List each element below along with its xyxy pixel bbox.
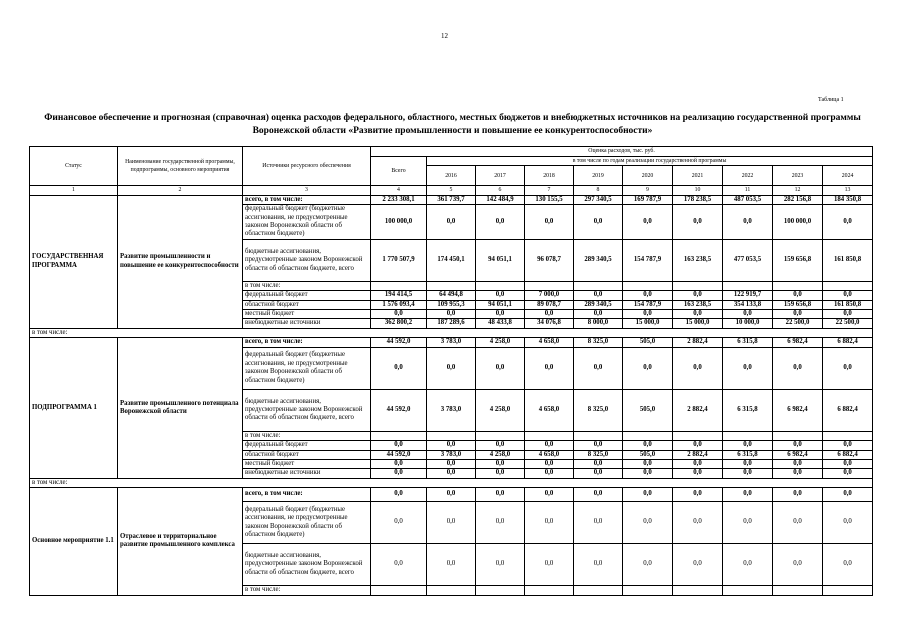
- value-cell: 0,0: [623, 459, 673, 468]
- value-cell: 297 340,5: [574, 195, 623, 204]
- document-title: [20, 112, 885, 138]
- value-cell: 0,0: [623, 469, 673, 478]
- value-cell: 0,0: [574, 205, 623, 240]
- value-cell: 6 882,4: [823, 450, 873, 459]
- value-cell: 0,0: [476, 310, 525, 319]
- value-cell: 2 882,4: [673, 450, 723, 459]
- header-by-years: в том числе по годам реализации государственной программы: [427, 157, 873, 166]
- source-label: местный бюджет: [243, 310, 371, 319]
- value-cell: 15 000,0: [623, 319, 673, 328]
- value-cell: 10 000,0: [723, 319, 773, 328]
- value-cell: 0,0: [673, 441, 723, 450]
- value-cell: 4 658,0: [525, 338, 574, 347]
- source-label: в том числе:: [243, 586, 371, 595]
- value-cell: 4 258,0: [476, 450, 525, 459]
- title-line-2: Воронежской области «Развитие промышленности и повышение ее конкурентоспособности»: [252, 126, 653, 136]
- value-cell: 0,0: [476, 469, 525, 478]
- value-cell: 109 955,3: [427, 300, 476, 309]
- column-number-cell: 13: [823, 186, 873, 195]
- column-number-cell: 5: [427, 186, 476, 195]
- value-cell: [773, 281, 823, 290]
- table-row: [30, 338, 873, 347]
- value-cell: 0,0: [723, 347, 773, 389]
- value-cell: 4 258,0: [476, 338, 525, 347]
- source-label: местный бюджет: [243, 459, 371, 468]
- value-cell: 22 500,0: [823, 319, 873, 328]
- status-cell: ГОСУДАРСТВЕННАЯ ПРОГРАММА: [30, 195, 118, 328]
- source-label: федеральный бюджет (бюджетные ассигнования, не предусмотренные законом Воронежской области об областном бюджете): [243, 502, 371, 544]
- value-cell: 0,0: [574, 502, 623, 544]
- value-cell: 282 156,8: [773, 195, 823, 204]
- value-cell: [773, 431, 823, 440]
- value-cell: 487 053,5: [723, 195, 773, 204]
- header-year-cell: 2024: [823, 166, 873, 186]
- value-cell: 505,0: [623, 338, 673, 347]
- value-cell: 3 783,0: [427, 389, 476, 431]
- column-number-cell: 4: [371, 186, 427, 195]
- value-cell: [623, 281, 673, 290]
- value-cell: 161 850,8: [823, 239, 873, 281]
- name-cell: Отраслевое и территориальное развитие промышленного комплекса: [118, 488, 243, 595]
- source-label: федеральный бюджет: [243, 291, 371, 300]
- value-cell: 0,0: [574, 469, 623, 478]
- value-cell: 94 051,1: [476, 300, 525, 309]
- value-cell: 0,0: [773, 544, 823, 586]
- source-label: бюджетные ассигнования, предусмотренные законом Воронежской области об областном бюджете, всего: [243, 239, 371, 281]
- column-number-cell: 8: [574, 186, 623, 195]
- table-note: Таблица 1: [818, 97, 844, 103]
- finance-table-body: [30, 147, 873, 596]
- value-cell: 0,0: [427, 310, 476, 319]
- value-cell: 0,0: [823, 441, 873, 450]
- header-sources: Источники ресурсного обеспечения: [243, 147, 371, 186]
- value-cell: 154 787,9: [623, 300, 673, 309]
- source-label: в том числе:: [243, 431, 371, 440]
- value-cell: 0,0: [673, 459, 723, 468]
- value-cell: 0,0: [371, 441, 427, 450]
- value-cell: 0,0: [371, 347, 427, 389]
- value-cell: 0,0: [823, 459, 873, 468]
- value-cell: 94 051,1: [476, 239, 525, 281]
- value-cell: [673, 431, 723, 440]
- value-cell: 130 155,5: [525, 195, 574, 204]
- header-status: Статус: [30, 147, 118, 186]
- value-cell: 0,0: [723, 441, 773, 450]
- value-cell: 0,0: [623, 347, 673, 389]
- value-cell: [723, 586, 773, 595]
- value-cell: [574, 431, 623, 440]
- value-cell: 0,0: [525, 441, 574, 450]
- value-cell: 22 500,0: [773, 319, 823, 328]
- value-cell: 354 133,8: [723, 300, 773, 309]
- value-cell: 0,0: [476, 441, 525, 450]
- source-label: федеральный бюджет (бюджетные ассигнования, не предусмотренные законом Воронежской области об областном бюджете): [243, 347, 371, 389]
- value-cell: [723, 431, 773, 440]
- value-cell: [823, 586, 873, 595]
- value-cell: [673, 281, 723, 290]
- value-cell: 15 000,0: [673, 319, 723, 328]
- value-cell: 187 289,6: [427, 319, 476, 328]
- value-cell: 0,0: [823, 205, 873, 240]
- header-total: Всего: [371, 157, 427, 186]
- value-cell: 44 592,0: [371, 338, 427, 347]
- value-cell: 6 315,8: [723, 450, 773, 459]
- value-cell: 0,0: [823, 544, 873, 586]
- value-cell: 0,0: [823, 502, 873, 544]
- header-year-cell: 2017: [476, 166, 525, 186]
- value-cell: 0,0: [574, 291, 623, 300]
- value-cell: 4 258,0: [476, 389, 525, 431]
- source-label: в том числе:: [243, 281, 371, 290]
- source-label: федеральный бюджет: [243, 441, 371, 450]
- header-year-cell: 2023: [773, 166, 823, 186]
- value-cell: 0,0: [773, 347, 823, 389]
- value-cell: [823, 281, 873, 290]
- value-cell: 0,0: [427, 441, 476, 450]
- value-cell: 0,0: [427, 544, 476, 586]
- value-cell: 0,0: [525, 459, 574, 468]
- source-label: областной бюджет: [243, 300, 371, 309]
- incl-label: в том числе:: [30, 328, 873, 337]
- value-cell: 2 233 308,1: [371, 195, 427, 204]
- value-cell: 0,0: [574, 459, 623, 468]
- table-row: [30, 488, 873, 502]
- value-cell: 0,0: [623, 502, 673, 544]
- value-cell: 0,0: [623, 310, 673, 319]
- header-name: Наименование государственной программы, подпрограммы, основного мероприятия: [118, 147, 243, 186]
- value-cell: 0,0: [525, 347, 574, 389]
- header-row: [30, 147, 873, 157]
- value-cell: [623, 431, 673, 440]
- value-cell: 0,0: [371, 459, 427, 468]
- value-cell: 0,0: [823, 469, 873, 478]
- header-year-cell: 2016: [427, 166, 476, 186]
- value-cell: 0,0: [673, 347, 723, 389]
- value-cell: 0,0: [623, 488, 673, 502]
- value-cell: 0,0: [673, 544, 723, 586]
- value-cell: 0,0: [371, 544, 427, 586]
- source-label: всего, в том числе:: [243, 338, 371, 347]
- header-year-cell: 2021: [673, 166, 723, 186]
- column-number-cell: 2: [118, 186, 243, 195]
- value-cell: 0,0: [773, 291, 823, 300]
- value-cell: 0,0: [623, 441, 673, 450]
- value-cell: 4 658,0: [525, 389, 574, 431]
- name-cell: Развитие промышленного потенциала Воронежской области: [118, 338, 243, 478]
- value-cell: 0,0: [623, 544, 673, 586]
- value-cell: 0,0: [723, 488, 773, 502]
- value-cell: 1 770 507,9: [371, 239, 427, 281]
- header-year-cell: 2019: [574, 166, 623, 186]
- value-cell: 6 882,4: [823, 338, 873, 347]
- value-cell: 6 982,4: [773, 389, 823, 431]
- value-cell: 0,0: [371, 502, 427, 544]
- value-cell: 0,0: [823, 310, 873, 319]
- name-cell: Развитие промышленности и повышение ее конкурентоспособности: [118, 195, 243, 328]
- value-cell: 48 433,8: [476, 319, 525, 328]
- column-number-cell: 10: [673, 186, 723, 195]
- value-cell: 3 783,0: [427, 450, 476, 459]
- value-cell: 0,0: [574, 544, 623, 586]
- value-cell: 159 656,8: [773, 239, 823, 281]
- value-cell: 361 739,7: [427, 195, 476, 204]
- value-cell: 0,0: [574, 441, 623, 450]
- incl-row: [30, 328, 873, 337]
- value-cell: 0,0: [773, 469, 823, 478]
- column-number-cell: 6: [476, 186, 525, 195]
- status-cell: Основное мероприятие 1.1: [30, 488, 118, 595]
- value-cell: 8 000,0: [574, 319, 623, 328]
- value-cell: 0,0: [773, 459, 823, 468]
- value-cell: 174 450,1: [427, 239, 476, 281]
- value-cell: [623, 586, 673, 595]
- value-cell: 289 340,5: [574, 300, 623, 309]
- value-cell: 0,0: [673, 469, 723, 478]
- value-cell: [723, 281, 773, 290]
- value-cell: 0,0: [673, 310, 723, 319]
- value-cell: [427, 586, 476, 595]
- value-cell: 0,0: [723, 502, 773, 544]
- value-cell: 0,0: [823, 291, 873, 300]
- value-cell: 0,0: [823, 488, 873, 502]
- column-number-cell: 12: [773, 186, 823, 195]
- value-cell: 0,0: [574, 488, 623, 502]
- value-cell: 0,0: [823, 347, 873, 389]
- source-label: областной бюджет: [243, 450, 371, 459]
- value-cell: 64 494,8: [427, 291, 476, 300]
- value-cell: [574, 586, 623, 595]
- value-cell: 362 800,2: [371, 319, 427, 328]
- value-cell: 0,0: [525, 205, 574, 240]
- value-cell: 0,0: [574, 310, 623, 319]
- value-cell: [823, 431, 873, 440]
- header-year-cell: 2018: [525, 166, 574, 186]
- value-cell: 169 787,9: [623, 195, 673, 204]
- value-cell: 0,0: [427, 459, 476, 468]
- value-cell: 194 414,5: [371, 291, 427, 300]
- value-cell: 100 000,0: [773, 205, 823, 240]
- column-number-cell: 9: [623, 186, 673, 195]
- value-cell: 0,0: [476, 544, 525, 586]
- source-label: внебюджетные источники: [243, 319, 371, 328]
- page-number: 12: [441, 32, 448, 40]
- incl-row: [30, 478, 873, 487]
- value-cell: 0,0: [525, 488, 574, 502]
- value-cell: [476, 281, 525, 290]
- value-cell: [476, 431, 525, 440]
- source-label: всего, в том числе:: [243, 195, 371, 204]
- value-cell: 0,0: [773, 488, 823, 502]
- source-label: федеральный бюджет (бюджетные ассигнования, не предусмотренные законом Воронежской области об областном бюджете): [243, 205, 371, 240]
- value-cell: 154 787,9: [623, 239, 673, 281]
- value-cell: 184 350,8: [823, 195, 873, 204]
- value-cell: 0,0: [476, 488, 525, 502]
- value-cell: 0,0: [476, 502, 525, 544]
- value-cell: 44 592,0: [371, 389, 427, 431]
- value-cell: 0,0: [773, 310, 823, 319]
- value-cell: 0,0: [476, 459, 525, 468]
- value-cell: 0,0: [623, 205, 673, 240]
- value-cell: 0,0: [371, 310, 427, 319]
- value-cell: 0,0: [773, 441, 823, 450]
- value-cell: 0,0: [673, 291, 723, 300]
- column-number-cell: 3: [243, 186, 371, 195]
- value-cell: 0,0: [673, 502, 723, 544]
- value-cell: 0,0: [525, 502, 574, 544]
- value-cell: [773, 586, 823, 595]
- value-cell: 0,0: [525, 544, 574, 586]
- value-cell: 0,0: [673, 488, 723, 502]
- column-numbers-row: [30, 186, 873, 195]
- value-cell: 0,0: [723, 310, 773, 319]
- value-cell: 0,0: [427, 347, 476, 389]
- source-label: внебюджетные источники: [243, 469, 371, 478]
- value-cell: 100 000,0: [371, 205, 427, 240]
- value-cell: 0,0: [723, 205, 773, 240]
- value-cell: 6 982,4: [773, 450, 823, 459]
- value-cell: 0,0: [427, 469, 476, 478]
- value-cell: 122 919,7: [723, 291, 773, 300]
- value-cell: 163 238,5: [673, 239, 723, 281]
- value-cell: 0,0: [525, 469, 574, 478]
- value-cell: 8 325,0: [574, 389, 623, 431]
- value-cell: 4 658,0: [525, 450, 574, 459]
- header-estimate: Оценка расходов, тыс. руб.: [371, 147, 873, 157]
- finance-table: [29, 146, 873, 596]
- value-cell: 1 576 093,4: [371, 300, 427, 309]
- value-cell: 289 340,5: [574, 239, 623, 281]
- value-cell: 0,0: [673, 205, 723, 240]
- value-cell: 6 315,8: [723, 338, 773, 347]
- value-cell: 0,0: [623, 291, 673, 300]
- value-cell: 0,0: [525, 310, 574, 319]
- value-cell: 0,0: [723, 459, 773, 468]
- table-row: [30, 195, 873, 204]
- value-cell: 505,0: [623, 389, 673, 431]
- value-cell: 0,0: [371, 469, 427, 478]
- value-cell: 34 076,8: [525, 319, 574, 328]
- value-cell: 96 078,7: [525, 239, 574, 281]
- value-cell: 0,0: [427, 488, 476, 502]
- value-cell: [427, 281, 476, 290]
- value-cell: 505,0: [623, 450, 673, 459]
- value-cell: 163 238,5: [673, 300, 723, 309]
- value-cell: 0,0: [773, 502, 823, 544]
- value-cell: 0,0: [427, 205, 476, 240]
- header-year-cell: 2022: [723, 166, 773, 186]
- value-cell: [525, 281, 574, 290]
- value-cell: 2 882,4: [673, 389, 723, 431]
- value-cell: 0,0: [476, 347, 525, 389]
- value-cell: [371, 431, 427, 440]
- value-cell: 6 882,4: [823, 389, 873, 431]
- value-cell: [673, 586, 723, 595]
- title-line-1: Финансовое обеспечение и прогнозная (справочная) оценка расходов федерального, областного, местных бюджетов и внебюджетных источников на реализацию государственной программы: [44, 113, 861, 123]
- value-cell: 2 882,4: [673, 338, 723, 347]
- source-label: бюджетные ассигнования, предусмотренные законом Воронежской области об областном бюджете, всего: [243, 389, 371, 431]
- value-cell: 44 592,0: [371, 450, 427, 459]
- value-cell: 0,0: [371, 488, 427, 502]
- value-cell: 89 078,7: [525, 300, 574, 309]
- value-cell: 0,0: [476, 291, 525, 300]
- value-cell: 3 783,0: [427, 338, 476, 347]
- value-cell: 477 053,5: [723, 239, 773, 281]
- status-cell: ПОДПРОГРАММА 1: [30, 338, 118, 478]
- value-cell: 8 325,0: [574, 450, 623, 459]
- value-cell: 161 850,8: [823, 300, 873, 309]
- value-cell: [525, 431, 574, 440]
- value-cell: 0,0: [723, 469, 773, 478]
- value-cell: 0,0: [574, 347, 623, 389]
- value-cell: 7 000,0: [525, 291, 574, 300]
- column-number-cell: 1: [30, 186, 118, 195]
- value-cell: [574, 281, 623, 290]
- source-label: бюджетные ассигнования, предусмотренные законом Воронежской области об областном бюджете, всего: [243, 544, 371, 586]
- header-year-cell: 2020: [623, 166, 673, 186]
- value-cell: 0,0: [427, 502, 476, 544]
- column-number-cell: 7: [525, 186, 574, 195]
- value-cell: 8 325,0: [574, 338, 623, 347]
- incl-label: в том числе:: [30, 478, 873, 487]
- value-cell: [525, 586, 574, 595]
- value-cell: 142 484,9: [476, 195, 525, 204]
- value-cell: [371, 586, 427, 595]
- value-cell: [371, 281, 427, 290]
- value-cell: 0,0: [476, 205, 525, 240]
- source-label: всего, в том числе:: [243, 488, 371, 502]
- value-cell: 6 982,4: [773, 338, 823, 347]
- value-cell: 178 238,5: [673, 195, 723, 204]
- value-cell: 0,0: [723, 544, 773, 586]
- value-cell: [476, 586, 525, 595]
- value-cell: [427, 431, 476, 440]
- column-number-cell: 11: [723, 186, 773, 195]
- value-cell: 6 315,8: [723, 389, 773, 431]
- value-cell: 159 656,8: [773, 300, 823, 309]
